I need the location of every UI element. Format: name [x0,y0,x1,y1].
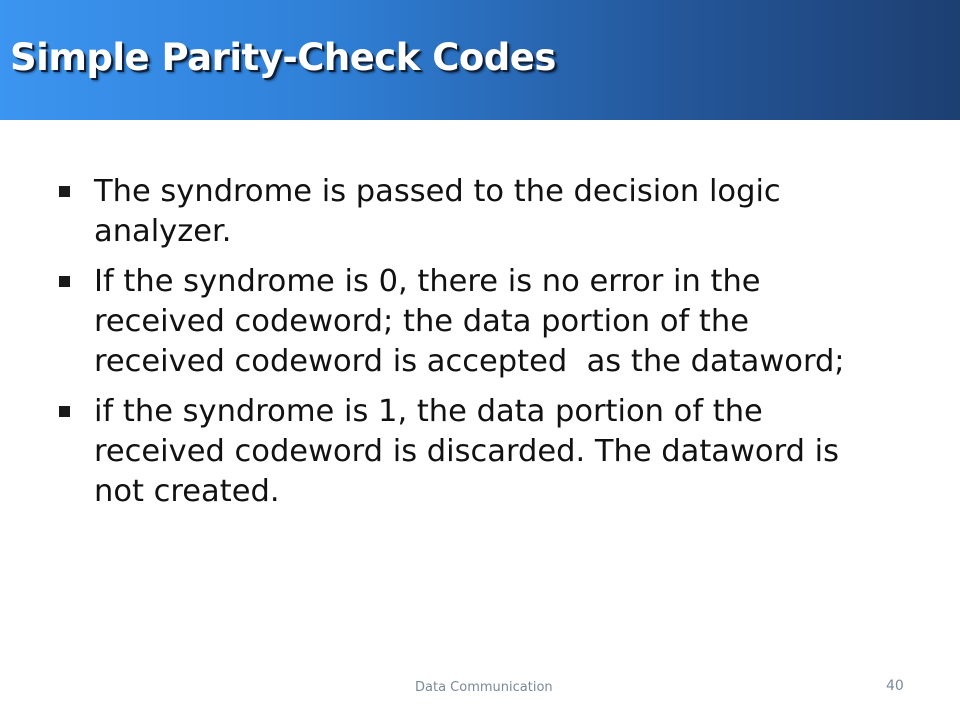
bullet-item [56,172,906,252]
bullet-line: analyzer. [94,214,232,249]
bullet-line: If the syndrome is 0, there is no error in the [94,264,761,299]
bullet-line: received codeword; the data portion of the [94,304,749,339]
square-bullet-icon [59,186,70,197]
bullet-list [56,172,906,522]
bullet-item [56,392,906,512]
bullet-line: received codeword is accepted as the dataword; [94,344,845,379]
bullet-item [56,262,906,382]
slide-title: Simple Parity-Check Codes [10,36,556,79]
square-bullet-icon [59,406,70,417]
title-bar [0,0,960,120]
bullet-line: not created. [94,474,280,509]
bullet-line: if the syndrome is 1, the data portion of the [94,394,763,429]
slide-footer: Data Communication [415,680,553,695]
page-number: 40 [886,678,904,694]
square-bullet-icon [59,276,70,287]
bullet-line: received codeword is discarded. The dataword is [94,434,840,469]
bullet-line: The syndrome is passed to the decision logic [94,174,781,209]
